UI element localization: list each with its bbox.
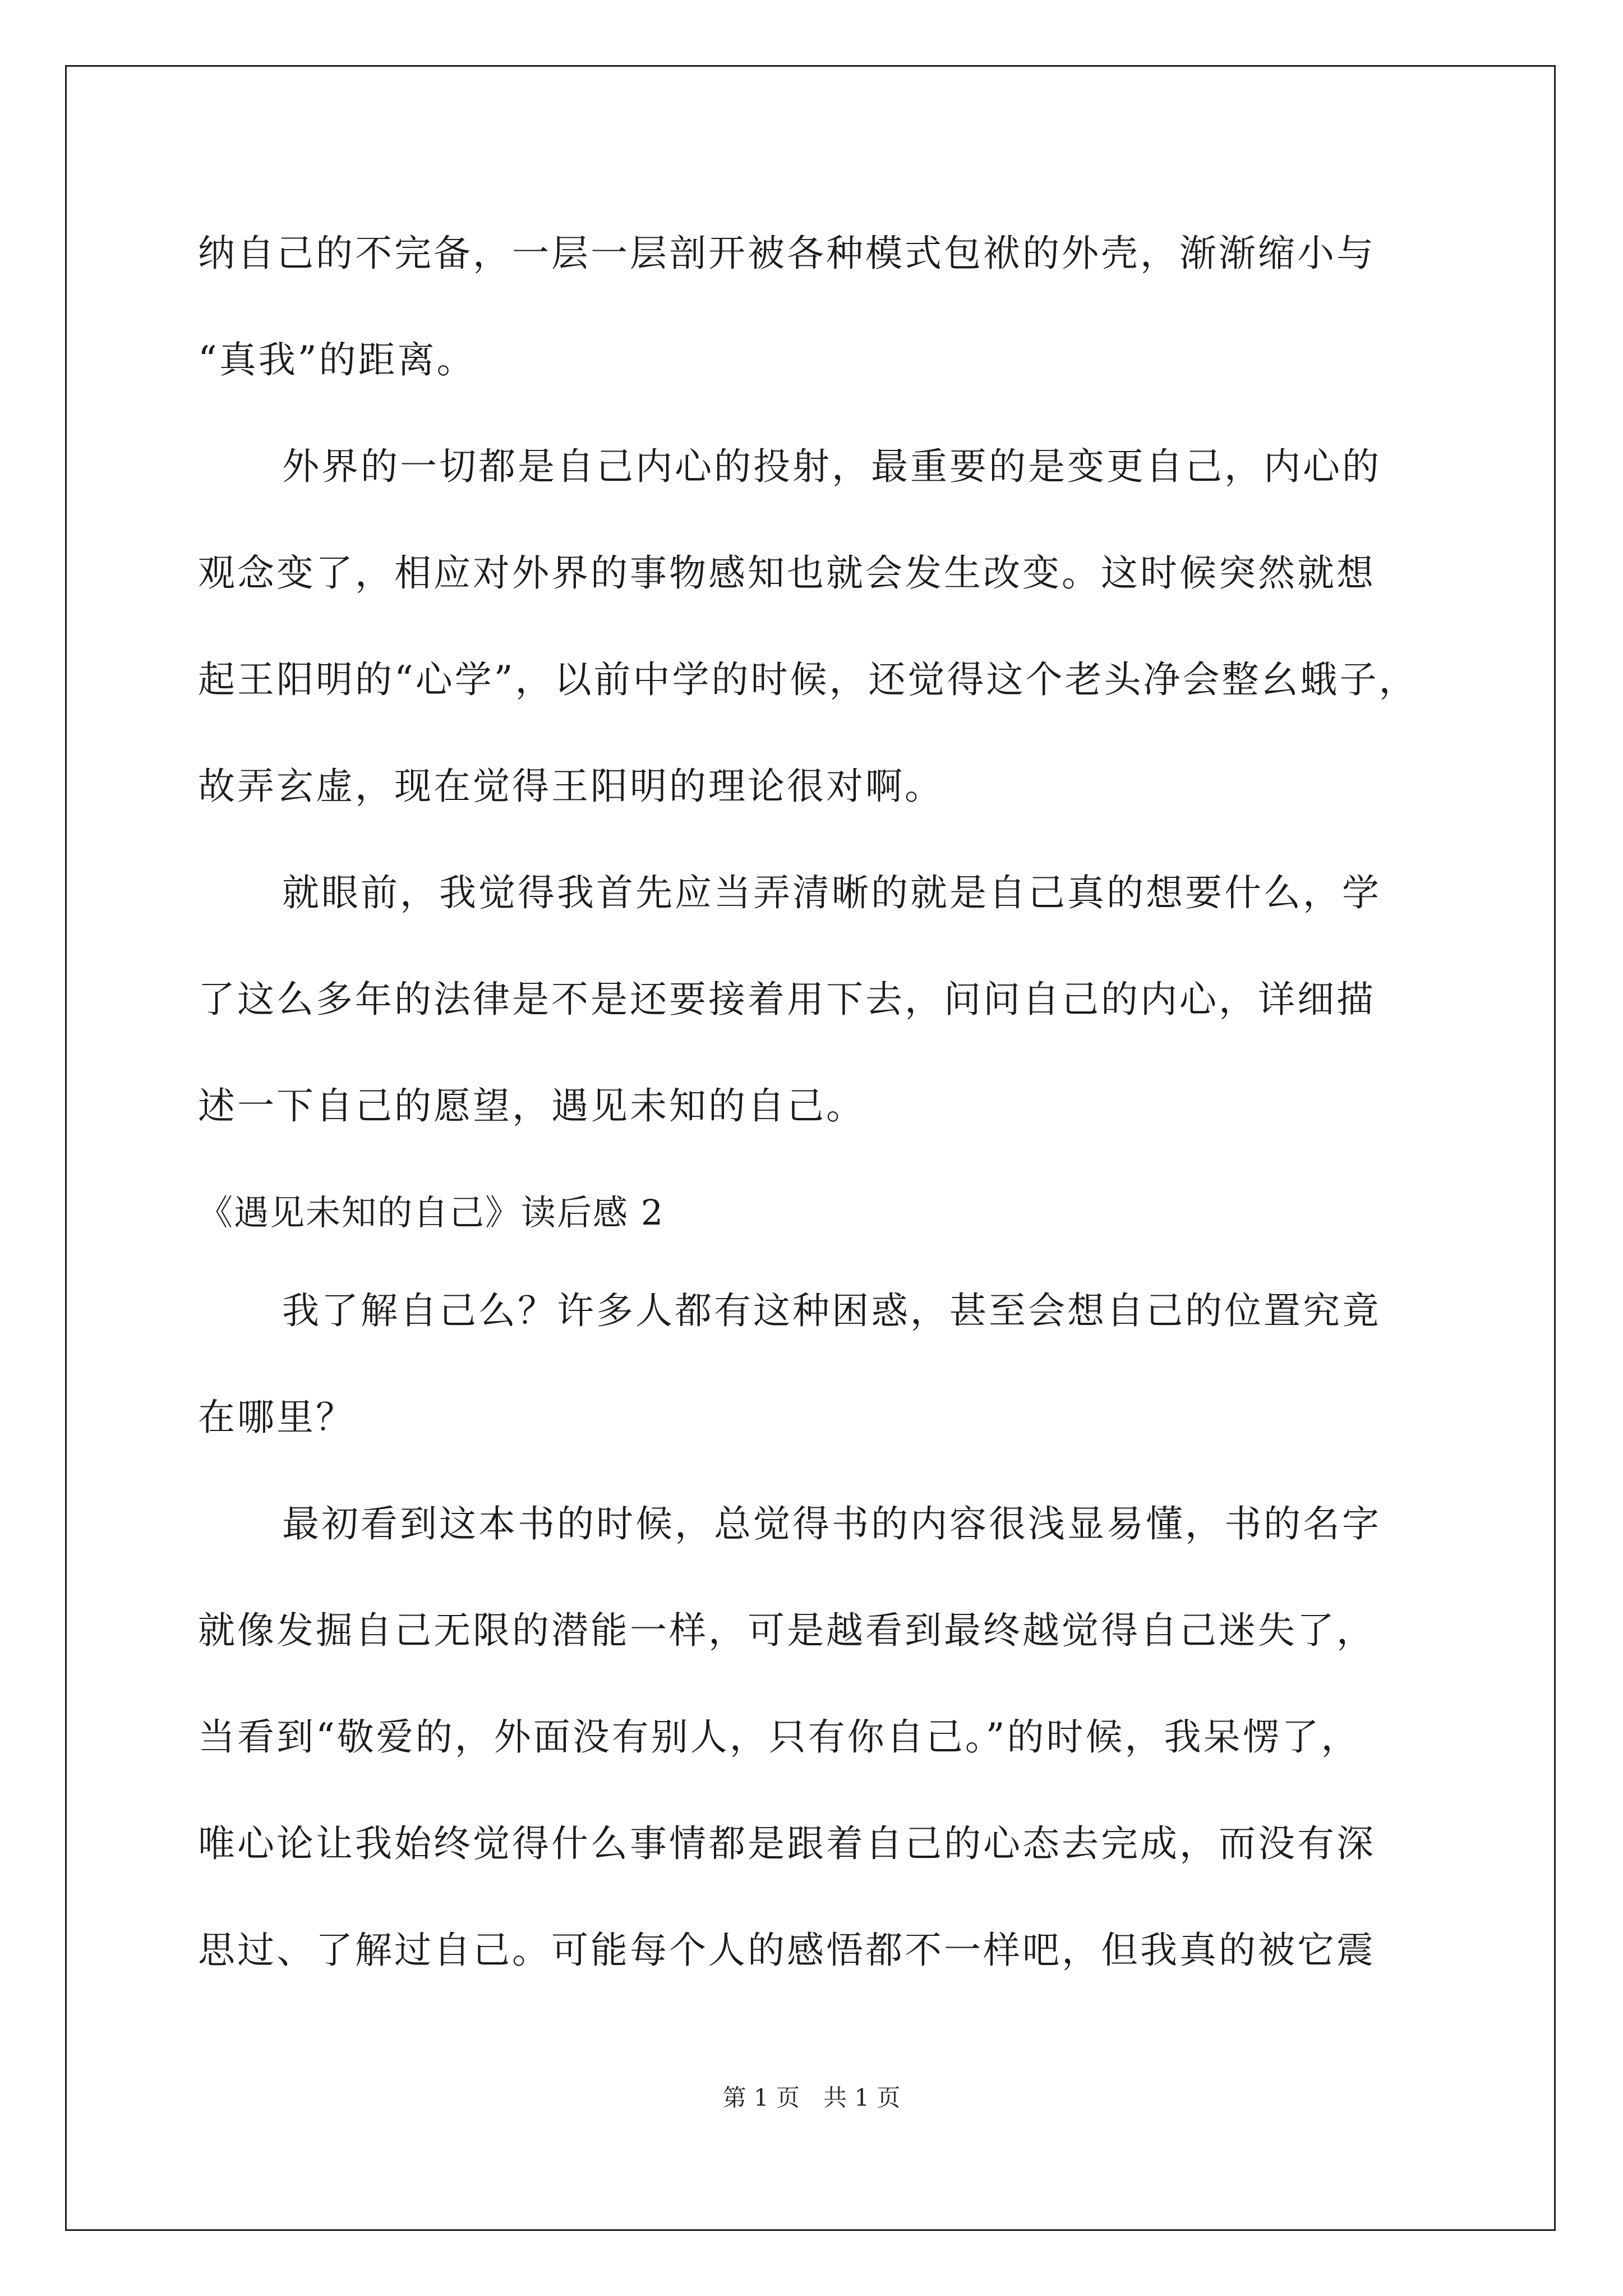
paragraph-first-line: 就眼前，我觉得我首先应当弄清晰的就是自己真的想要什么，学 [282,871,1381,914]
text-line: 唯心论让我始终觉得什么事情都是跟着自己的心态去完成，而没有深 [198,1822,1376,1865]
text-line: 在哪里？ [198,1396,355,1439]
text-line: 述一下自己的愿望，遇见未知的自己。 [198,1084,865,1128]
paragraph-first-line: 外界的一切都是自己内心的投射，最重要的是变更自己，内心的 [282,445,1381,488]
text-line: 思过、了解过自己。可能每个人的感悟都不一样吧，但我真的被它震 [198,1929,1376,1972]
text-line: 故弄玄虚，现在觉得王阳明的理论很对啊。 [198,765,944,808]
text-line: 观念变了，相应对外界的事物感知也就会发生改变。这时候突然就想 [198,551,1376,595]
paragraph-first-line: 我了解自己么？许多人都有这种困惑，甚至会想自己的位置究竟 [282,1289,1381,1332]
text-line: 起王阳明的“心学”，以前中学的时候，还觉得这个老头净会整幺蛾子， [198,658,1418,701]
text-line: 纳自己的不完备，一层一层剖开被各种模式包袱的外壳，渐渐缩小与 [198,232,1376,275]
text-line: 当看到“敬爱的，外面没有别人，只有你自己。”的时候，我呆愣了， [198,1715,1361,1759]
text-line: 了这么多年的法律是不是还要接着用下去，问问自己的内心，详细描 [198,978,1376,1021]
paragraph-first-line: 最初看到这本书的时候，总觉得书的内容很浅显易懂，书的名字 [282,1502,1381,1545]
text-line: “真我”的距离。 [198,338,476,381]
page-border [65,65,1556,2231]
page-footer: 第 1 页 共 1 页 [722,2084,901,2111]
text-line: 就像发掘自己无限的潜能一样，可是越看到最终越觉得自己迷失了， [198,1609,1376,1652]
section-heading: 《遇见未知的自己》读后感 2 [198,1192,665,1233]
